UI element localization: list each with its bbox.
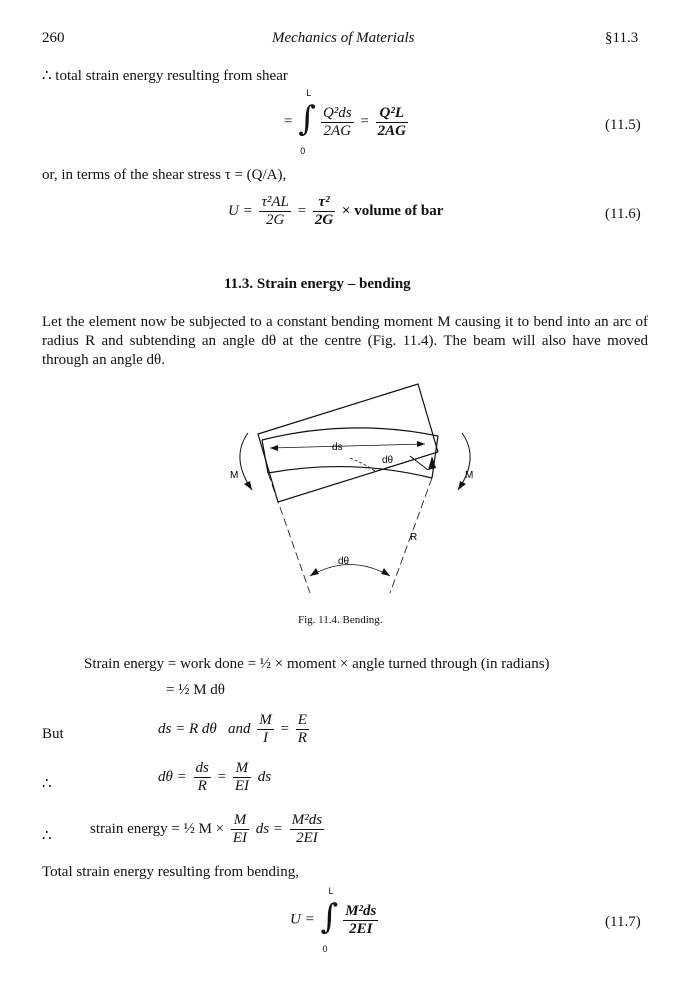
label-dtheta-bottom: dθ: [338, 556, 350, 567]
but-label: But: [42, 726, 64, 742]
label-R: R: [410, 532, 418, 543]
dtheta-equation: dθ = $\frac{ds}{R}$ = $\frac{M}{EI}$ ds: [158, 760, 272, 794]
beam-bottom-arc: [268, 467, 432, 478]
fraction: $\frac{\text{τ²}}{2G}$: [314, 194, 334, 228]
label-M-left: M: [230, 470, 239, 481]
ds-dimension-line: [270, 444, 425, 448]
moment-arrow-right: [458, 433, 470, 490]
equation-number: (11.5): [605, 117, 641, 133]
bending-figure: [200, 378, 500, 618]
element-rectangle: [258, 384, 438, 502]
fraction: $\frac{\text{Q²L}}{2AG}$: [377, 104, 406, 139]
section-ref: §11.3: [605, 30, 639, 46]
total-strain-energy-line: Total strain energy resulting from bending,: [42, 864, 299, 880]
equation-11-6: U = $\frac{\text{τ²AL}}{2G}$ = $\frac{\text{τ²}}{2G}$ × volume of bar: [228, 194, 444, 228]
beam-top-arc: [262, 428, 438, 440]
body-paragraph: Let the element now be subjected to a constant bending moment M causing it to bend into an arc of radius R and subtending an angle dθ at the centre (Fig. 11.4). The beam will also have moved through an angle dθ.: [42, 314, 648, 368]
integral-sign: ∫ L 0: [320, 886, 339, 954]
fraction: $\frac{M}{EI}$: [232, 812, 248, 846]
fraction: $\frac{\text{Q²ds}}{2AG}$: [322, 104, 352, 139]
integral-sign: ∫ L 0: [298, 88, 316, 156]
therefore-symbol: ∴: [42, 776, 52, 792]
moment-arrow-left: [240, 433, 252, 490]
dtheta-top-arc: [350, 458, 375, 471]
radius-line-left: [268, 473, 310, 593]
equation-11-5: = ∫ L 0 $\frac{\text{Q²ds}}{2AG}$ = $\frac{\text{Q²L}}{2AG}$: [284, 88, 406, 156]
fraction: $\frac{ds}{R}$: [195, 760, 209, 794]
fraction: $\frac{M}{EI}$: [234, 760, 249, 794]
therefore-symbol: ∴: [42, 828, 52, 844]
label-dtheta-top: dθ: [382, 455, 394, 466]
fraction: $\frac{\text{M²ds}}{2EI}$: [345, 902, 377, 937]
work-done-line: Strain energy = work done = ½ × moment × angle turned through (in radians): [84, 656, 550, 672]
equation-number: (11.7): [605, 914, 641, 930]
fraction: $\frac{\text{τ²AL}}{2G}$: [261, 194, 289, 228]
label-ds: ds: [332, 442, 343, 453]
shear-stress-line: or, in terms of the shear stress τ = (Q/A),: [42, 167, 287, 183]
ds-arrowhead-left: [270, 445, 278, 451]
but-equation: ds = R dθ and $\frac{M}{I}$ = $\frac{E}{R}$: [158, 712, 307, 746]
beam-left-end: [262, 440, 268, 473]
page-number: 260: [42, 30, 65, 46]
equation-number: (11.6): [605, 206, 641, 222]
label-M-right: M: [465, 470, 474, 481]
ds-arrowhead-right: [417, 441, 425, 447]
fraction: $\frac{E}{R}$: [297, 712, 307, 746]
dtheta-bottom-arc: [310, 565, 390, 577]
section-heading: 11.3. Strain energy – bending: [224, 276, 411, 292]
fraction: $\frac{\text{M²ds}}{2EI}$: [291, 812, 323, 846]
strain-energy-equation: strain energy = ½ M × $\frac{M}{EI}$ ds = $\frac{\text{M²ds}}{2EI}$: [90, 812, 323, 846]
equation-11-7: U = ∫ L 0 $\frac{\text{M²ds}}{2EI}$: [290, 886, 377, 954]
shear-intro: ∴ total strain energy resulting from shear: [42, 68, 288, 84]
figure-caption: Fig. 11.4. Bending.: [298, 614, 383, 626]
fraction: $\frac{M}{I}$: [259, 712, 272, 746]
work-done-line-2: = ½ M dθ: [166, 682, 225, 698]
running-title: Mechanics of Materials: [272, 30, 415, 46]
